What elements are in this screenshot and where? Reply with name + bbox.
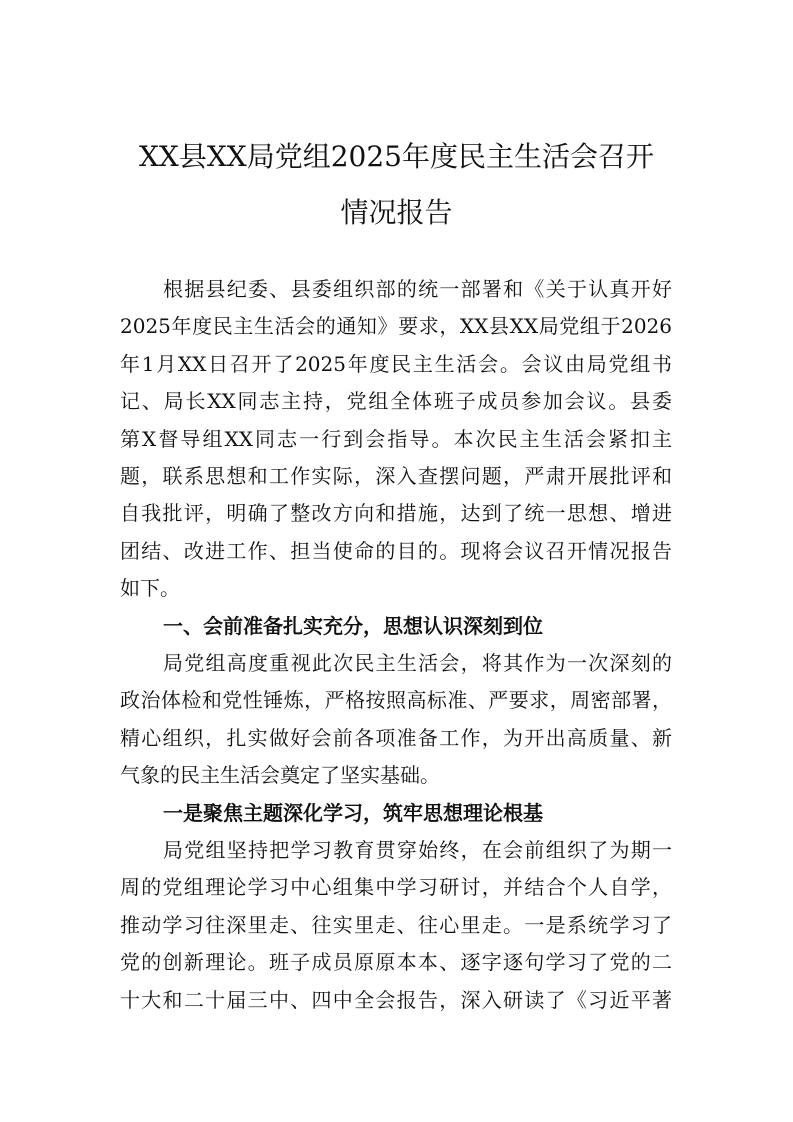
text-line: 政治体检和党性锤炼，严格按照高标准、严要求，周密部署， [120, 688, 672, 713]
text-line: 年1月XX日召开了2025年度民主生活会。会议由局党组书 [120, 351, 672, 376]
text-line: 周的党组理论学习中心组集中学习研讨，并结合个人自学， [120, 875, 672, 900]
document-title-line-1: XX县XX局党组2025年度民主生活会召开 [139, 140, 654, 173]
text-line: 气象的民主生活会奠定了坚实基础。 [120, 763, 440, 788]
text-line: 精心组织，扎实做好会前各项准备工作，为开出高质量、新 [120, 725, 672, 750]
text-line: 推动学习往深里走、往实里走、往心里走。一是系统学习了 [120, 912, 672, 937]
text-line: 第X督导组XX同志一行到会指导。本次民主生活会紧扣主 [120, 426, 672, 451]
text-line: 自我批评，明确了整改方向和措施，达到了统一思想、增进 [120, 501, 672, 526]
text-line: 十大和二十届三中、四中全会报告，深入研读了《习近平著 [120, 987, 672, 1012]
heading-line: 一、会前准备扎实充分，思想认识深刻到位 [163, 613, 543, 638]
text-line: 题，联系思想和工作实际，深入查摆问题，严肃开展批评和 [120, 464, 672, 488]
text-line: 2025年度民主生活会的通知》要求，XX县XX局党组于2026 [120, 314, 672, 339]
text-line: 局党组高度重视此次民主生活会，将其作为一次深刻的 [163, 651, 672, 675]
text-line: 党的创新理论。班子成员原原本本、逐字逐句学习了党的二 [120, 950, 672, 975]
document-title-line-2: 情况报告 [340, 196, 453, 229]
text-line: 局党组坚持把学习教育贯穿始终，在会前组织了为期一 [163, 838, 672, 862]
text-line: 根据县纪委、县委组织部的统一部署和《关于认真开好 [163, 277, 672, 301]
heading-line: 一是聚焦主题深化学习，筑牢思想理论根基 [163, 800, 543, 825]
text-line: 团结、改进工作、担当使命的目的。现将会议召开情况报告 [120, 538, 672, 563]
text-line: 如下。 [120, 576, 180, 601]
text-line: 记、局长XX同志主持，党组全体班子成员参加会议。县委 [120, 389, 672, 414]
